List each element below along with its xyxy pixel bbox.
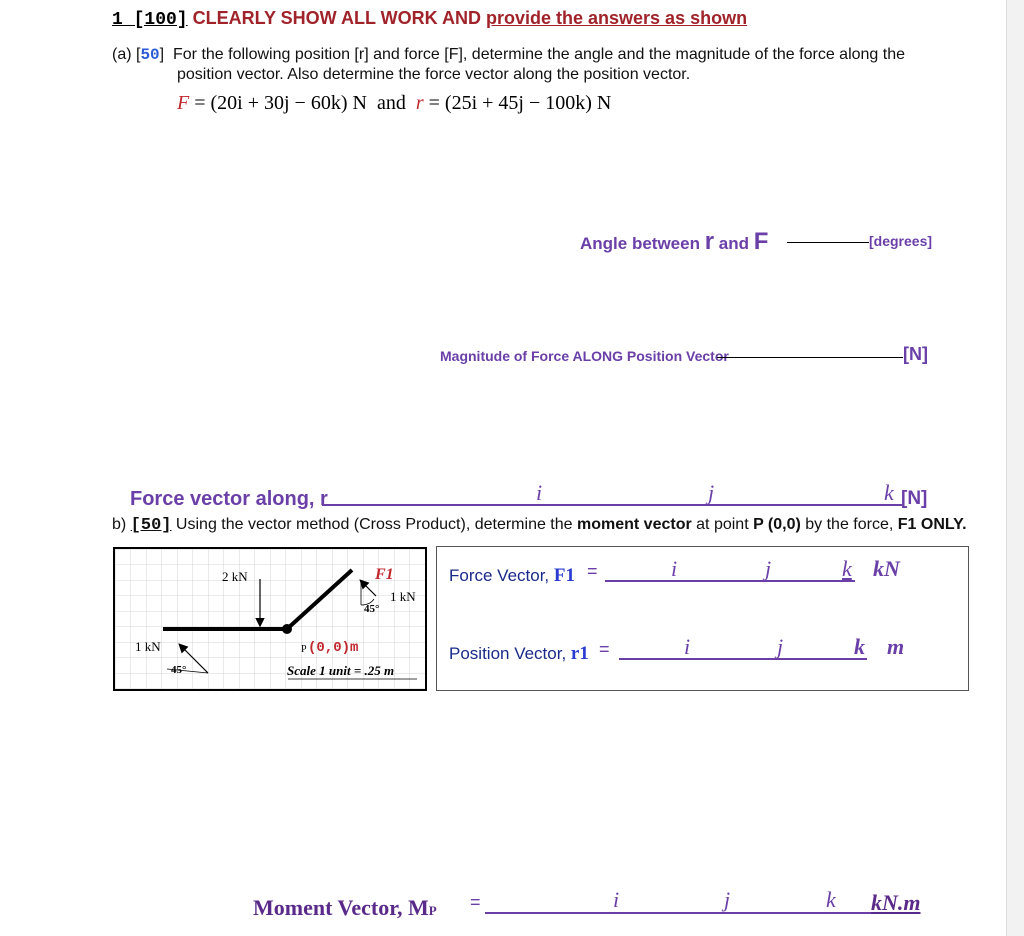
angle-label: Angle between r and F bbox=[580, 228, 769, 255]
r1-j: j bbox=[777, 634, 784, 659]
r1-unit: m bbox=[887, 634, 905, 659]
moment-i: i bbox=[613, 887, 620, 912]
f1-label: F1 bbox=[375, 566, 394, 583]
part-b-points: [50] bbox=[130, 516, 172, 535]
structure-figure bbox=[113, 547, 427, 691]
position-vector-r1-label: Position Vector, r1 bbox=[449, 643, 589, 664]
angle-top-label: 45° bbox=[364, 603, 380, 615]
part-b-text: b) [50] Using the vector method (Cross Product), determine the moment vector at point P (0,0) by the force, F1 ONLY. bbox=[112, 516, 967, 535]
moment-answer-line[interactable] bbox=[485, 912, 875, 914]
structure-diagram bbox=[115, 549, 425, 689]
header-instruction-underlined: provide the answers as shown bbox=[486, 8, 748, 28]
force-vector-answer-line[interactable] bbox=[322, 504, 902, 506]
magnitude-answer-line[interactable] bbox=[717, 357, 903, 358]
part-a-line1: (a) [50] For the following position [r] and force [F], determine the angle and the magnitude of the force along the bbox=[112, 46, 905, 64]
r1-i: i bbox=[684, 634, 691, 659]
point-p-coords: (0,0)m bbox=[308, 640, 359, 656]
moment-vector-label: Moment Vector, MP bbox=[253, 895, 437, 920]
force-vector-j: j bbox=[708, 480, 715, 505]
f1-i: i bbox=[671, 556, 678, 581]
f1-unit: kN bbox=[873, 556, 900, 581]
scale-label: Scale 1 unit = .25 m bbox=[287, 663, 395, 678]
moment-j: j bbox=[724, 887, 731, 912]
header-instruction: CLEARLY SHOW ALL WORK AND bbox=[192, 8, 481, 28]
f1-j: j bbox=[765, 556, 772, 581]
angle-left-label: 45° bbox=[171, 664, 187, 676]
r1-k: k bbox=[854, 634, 865, 659]
point-p-label: P bbox=[301, 644, 307, 655]
force-vector-label: Force vector along, r bbox=[130, 488, 328, 510]
force-vector-unit: [N] bbox=[901, 488, 928, 509]
magnitude-unit: [N] bbox=[903, 344, 928, 364]
part-a-line2: position vector. Also determine the force vector along the position vector. bbox=[177, 66, 691, 83]
point-p-marker bbox=[282, 624, 292, 634]
load-1kn-left-label: 1 kN bbox=[135, 639, 161, 654]
moment-unit: kN.m bbox=[871, 890, 921, 915]
moment-k: k bbox=[826, 887, 836, 912]
problem-header bbox=[112, 8, 747, 30]
force-vector-i: i bbox=[536, 480, 543, 505]
angle-answer-line[interactable] bbox=[787, 242, 869, 243]
angle-unit: [degrees] bbox=[869, 233, 933, 249]
load-2kn-label: 2 kN bbox=[222, 569, 248, 584]
load-1kn-top-label: 1 kN bbox=[390, 589, 416, 604]
magnitude-label: Magnitude of Force ALONG Position Vector bbox=[440, 348, 729, 364]
force-vector-k: k bbox=[884, 480, 894, 505]
given-equation: F = (20i + 30j − 60k) N and r = (25i + 45j − 100k) N bbox=[177, 92, 612, 114]
force-vector-f1-label: Force Vector, F1 bbox=[449, 565, 575, 586]
f1-answer-line[interactable] bbox=[605, 580, 855, 582]
part-a-points: 50 bbox=[140, 46, 160, 64]
part-a-text: For the following position [r] and force [F], determine the angle and the magnitude of the force along the bbox=[173, 46, 905, 63]
r1-answer-line[interactable] bbox=[619, 658, 867, 660]
worksheet-page: 1 [100] CLEARLY SHOW ALL WORK AND provide the answers as shown (a) [50] For the following position [r] and force [F], determine the angle and the magnitude of the force along the position vector. Also determine the force vector along the position vector. F = (20i + 30j − 60k) N and r = (25i + 45j − 100k) N Angle between r and F [degrees] Magnitude of Force ALONG Position Vector [N] Force vector along, r i j k [N] b) [50] Using the vector method (Cross Product), determine the moment vector at point P (0,0) by the force, F1 ONLY. 2 kN F1 1 kN 45° 1 kN 45° P (0,0)m Scale 1 unit = .25 m Force Vector, F1 = i j k kN Position Vector, r1 = i j k m Moment Vector, MP = i j k kN.m bbox=[0, 0, 1007, 936]
problem-number: 1 [100] bbox=[112, 10, 188, 30]
part-b-answer-box: Force Vector, F1 = i j k kN Position Vector, r1 = i j k m bbox=[436, 546, 969, 691]
f1-k: k bbox=[842, 556, 852, 581]
